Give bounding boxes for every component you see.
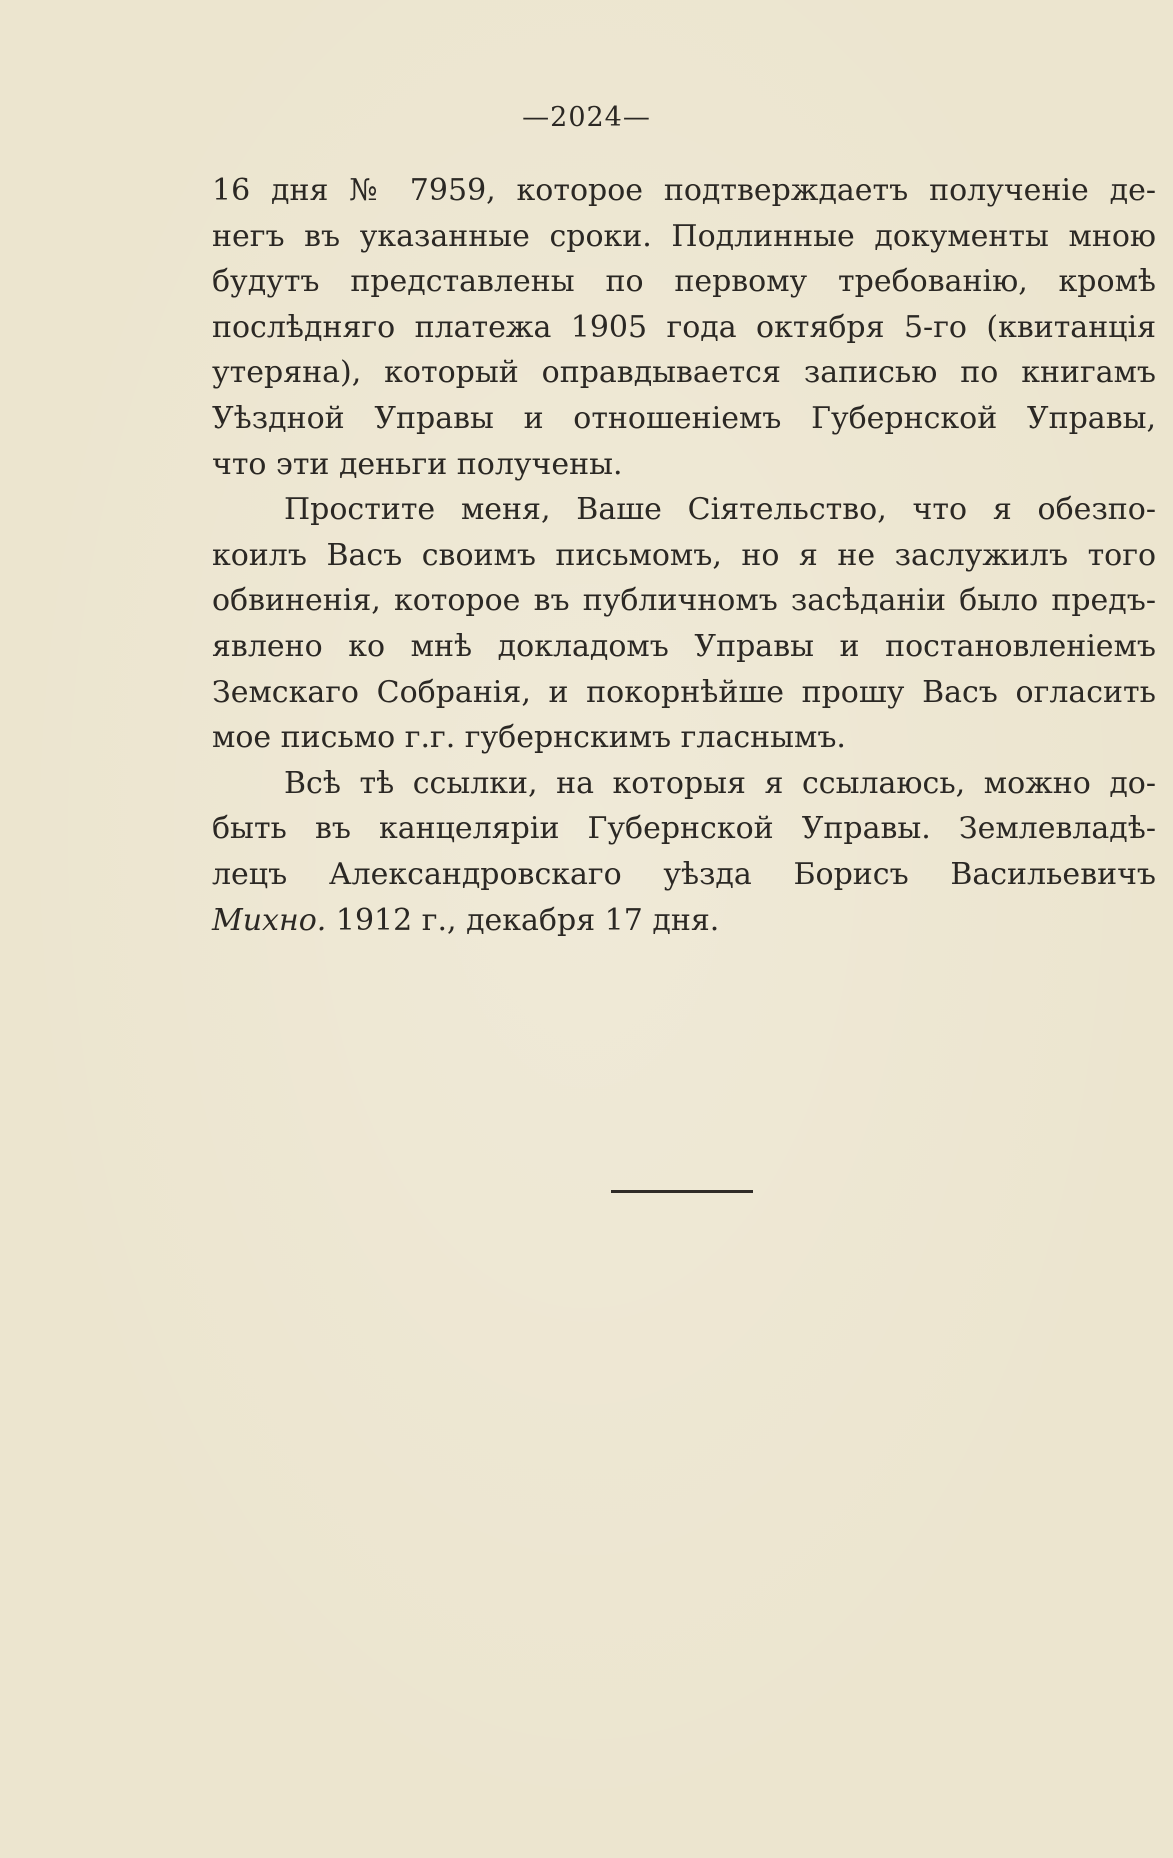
text-line: Простите меня, Ваше Сіятельство, что я обезпо-	[284, 492, 1156, 528]
signature-date: 1912 г., декабря 17 дня.	[326, 902, 720, 938]
text-line: 16 дня № 7959, которое подтверждаетъ полученіе де-	[212, 173, 1156, 208]
text-line: Уѣздной Управы и отношеніемъ Губернской Управы,	[212, 400, 1156, 436]
text-line: явлено ко мнѣ докладомъ Управы и постановленіемъ	[212, 628, 1156, 664]
text-line: коилъ Васъ своимъ письмомъ, но я не заслужилъ того	[212, 537, 1156, 573]
letter-text	[212, 168, 1156, 943]
text-line: лецъ Александровскаго уѣзда Борисъ Васильевичъ	[212, 856, 1156, 892]
signature-line	[212, 898, 1156, 944]
text-line: Земскаго Собранія, и покорнѣйше прошу Васъ огласить	[212, 674, 1156, 710]
text-line: будутъ представлены по первому требованію, кромѣ	[212, 264, 1156, 300]
text-line: послѣдняго платежа 1905 года октября 5-го (квитанція	[212, 309, 1156, 345]
text-line: обвиненія, которое въ публичномъ засѣданіи было предъ-	[212, 583, 1156, 619]
text-line: что эти деньги получены.	[212, 446, 623, 482]
text-line: быть въ канцеляріи Губернской Управы. Землевладѣ-	[212, 811, 1156, 847]
page-number: —2024—	[522, 102, 651, 133]
text-line: мое письмо г.г. губернскимъ гласнымъ.	[212, 720, 846, 756]
end-rule-divider	[611, 1190, 753, 1193]
text-line: утеряна), который оправдывается записью по книгамъ	[212, 355, 1156, 391]
text-line: негъ въ указанные сроки. Подлинные документы мною	[212, 218, 1156, 254]
text-line: Всѣ тѣ ссылки, на которыя я ссылаюсь, можно до-	[284, 765, 1156, 801]
signature-name: Михно.	[212, 902, 327, 938]
